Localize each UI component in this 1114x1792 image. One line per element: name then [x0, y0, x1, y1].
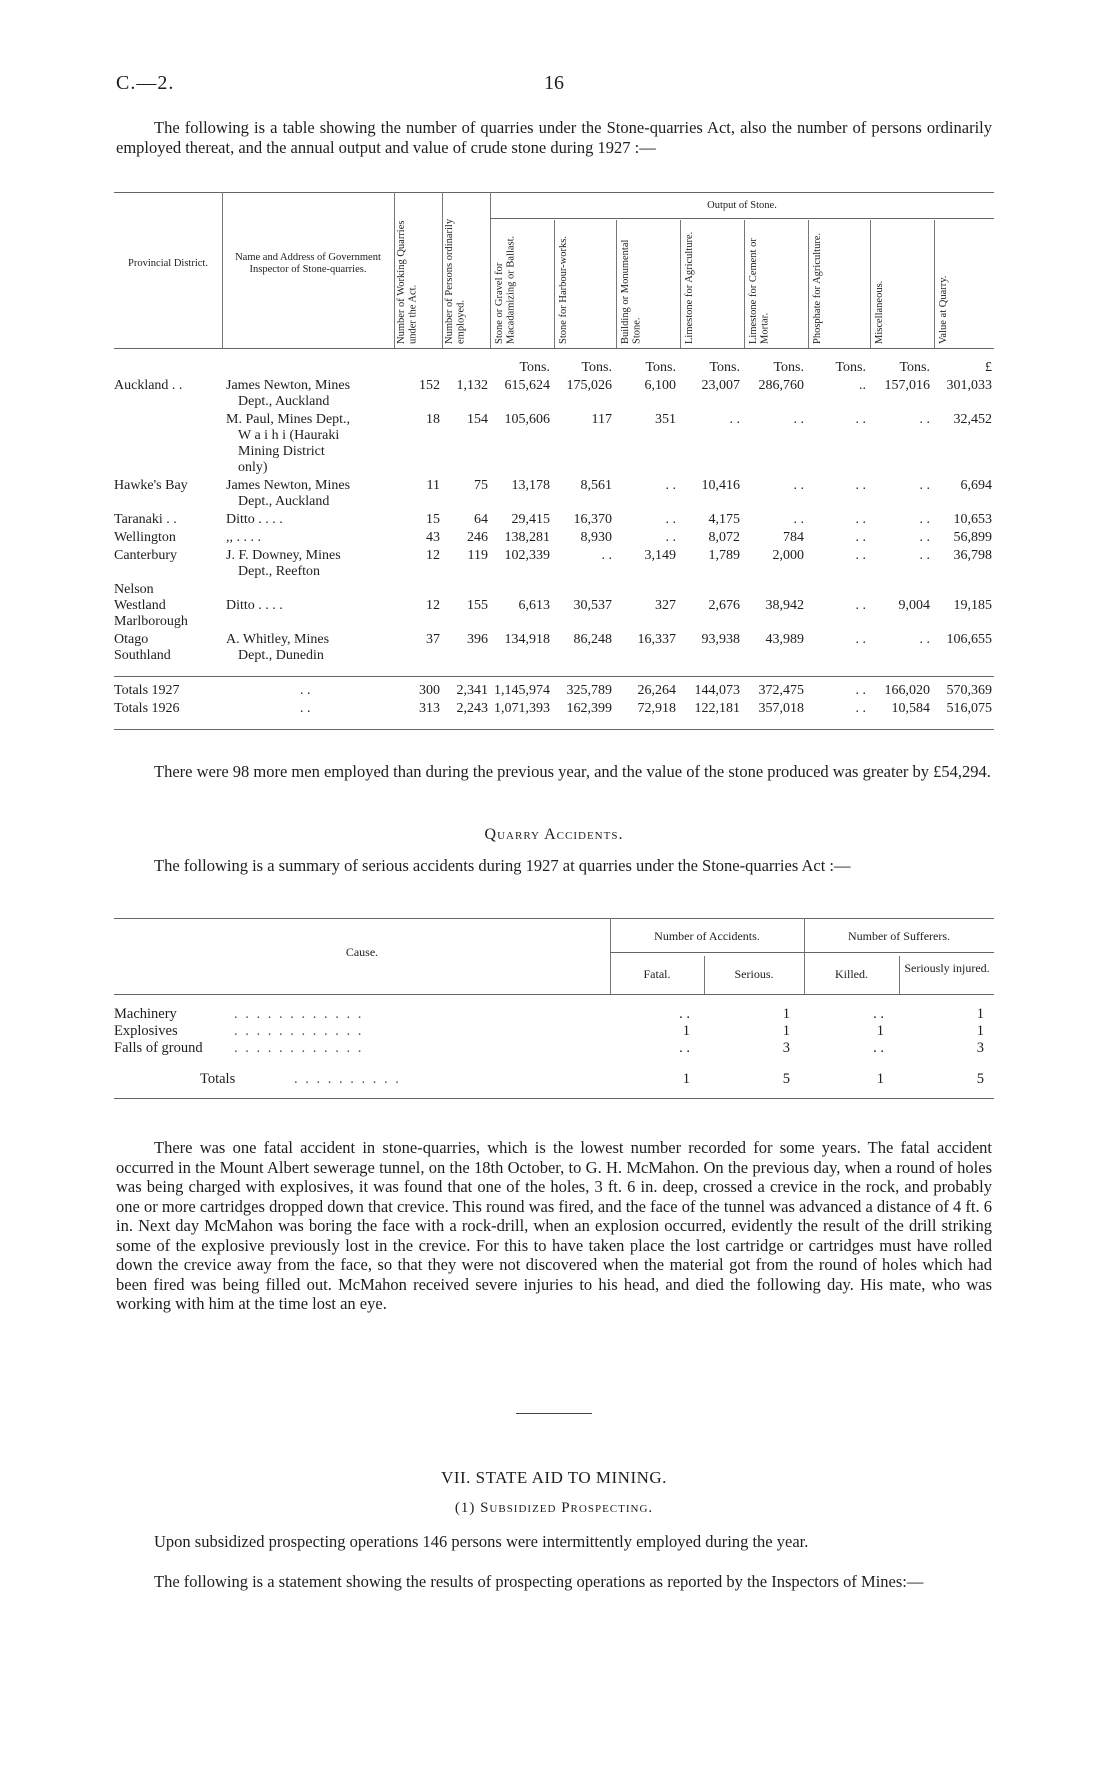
- totals-value-cell: 570,369: [946, 683, 992, 698]
- accident-row: [114, 1040, 994, 1057]
- header-number-of-sufferers: Number of Sufferers.: [847, 929, 951, 943]
- totals-label: Totals 1927: [114, 683, 180, 698]
- value-cell: 102,339: [504, 548, 550, 563]
- value-cell: 615,624: [504, 378, 550, 393]
- value-cell: . .: [665, 512, 676, 527]
- value-cell: 56,899: [953, 530, 992, 545]
- value-cell: 16,337: [637, 632, 676, 647]
- table-bottom-rule: [114, 729, 994, 730]
- inspector-cell: only): [238, 460, 268, 475]
- unit-cell: Tons.: [645, 360, 676, 375]
- totals-value-cell: 1,071,393: [494, 701, 550, 716]
- accident-value-cell: . .: [679, 1006, 690, 1022]
- value-cell: . .: [793, 412, 804, 427]
- accident-value-cell: . .: [873, 1006, 884, 1022]
- inspector-cell: Ditto . . . .: [226, 512, 283, 527]
- totals-value-cell: . .: [855, 701, 866, 716]
- accident-value-cell: . .: [873, 1040, 884, 1056]
- leader-dots: . . . . . . . . . . . .: [234, 1006, 364, 1022]
- value-cell: . .: [665, 530, 676, 545]
- prospecting-paragraph: Upon subsidized prospecting operations 146 persons were intermittently employed during the year.: [154, 1532, 809, 1551]
- value-cell: 154: [467, 412, 488, 427]
- value-cell: . .: [855, 478, 866, 493]
- accident-totals-value: 5: [782, 1071, 790, 1087]
- value-cell: . .: [919, 548, 930, 563]
- value-cell: . .: [919, 412, 930, 427]
- district-cell: Hawke's Bay: [114, 478, 188, 493]
- value-cell: 11: [426, 478, 440, 493]
- header-phosphate: Phosphate for Agriculture.: [812, 232, 823, 344]
- value-cell: 86,248: [573, 632, 612, 647]
- district-cell: Marlborough: [114, 614, 188, 629]
- value-cell: 12: [426, 548, 440, 563]
- value-cell: 246: [467, 530, 488, 545]
- value-cell: . .: [855, 598, 866, 613]
- value-cell: 43,989: [765, 632, 804, 647]
- value-cell: 155: [467, 598, 488, 613]
- quarry-table-body: [114, 348, 994, 730]
- value-cell: . .: [793, 478, 804, 493]
- accident-value-cell: 1: [976, 1006, 984, 1022]
- value-cell: 327: [655, 598, 676, 613]
- totals-value-cell: 2,243: [456, 701, 488, 716]
- inspector-cell: ,, . . . .: [226, 530, 261, 545]
- district-cell: Southland: [114, 648, 171, 663]
- value-cell: 1,132: [456, 378, 488, 393]
- table-row: [114, 548, 994, 582]
- subsection-heading: (1) Subsidized Prospecting.: [454, 1500, 654, 1516]
- accident-value-cell: 1: [682, 1023, 690, 1039]
- header-gravel: Stone or Gravel for Macadamizing or Ballast.: [494, 235, 517, 344]
- inspector-cell: Dept., Dunedin: [238, 648, 324, 663]
- totals-value-cell: 357,018: [758, 701, 804, 716]
- accident-value-cell: 1: [782, 1006, 790, 1022]
- accident-totals-value: 5: [976, 1071, 984, 1087]
- header-cause: Cause.: [345, 945, 379, 959]
- unit-cell: £: [985, 360, 992, 375]
- value-cell: ..: [859, 378, 866, 393]
- leader-dots: . . . . . . . . . . . .: [234, 1023, 364, 1039]
- accident-value-cell: 1: [782, 1023, 790, 1039]
- value-cell: 32,452: [953, 412, 992, 427]
- accidents-table: [114, 918, 994, 1099]
- value-cell: 13,178: [511, 478, 550, 493]
- accidents-table-header: [114, 918, 994, 994]
- totals-value-cell: . .: [855, 683, 866, 698]
- totals-value-cell: 300: [419, 683, 440, 698]
- value-cell: 10,653: [953, 512, 992, 527]
- accidents-table-body: [114, 994, 994, 1099]
- intro-paragraph: The following is a table showing the number of quarries under the Stone-quarries Act, also the number of persons ordinarily employed thereat, and the annual output and value of crude stone during 1927 :—: [116, 118, 992, 157]
- section-heading: VII. STATE AID TO MINING.: [441, 1468, 667, 1487]
- header-fatal: Fatal.: [643, 967, 671, 981]
- page-header: [116, 72, 1006, 102]
- district-cell: Auckland . .: [114, 378, 183, 393]
- header-seriously-injured: Seriously injured.: [904, 961, 990, 975]
- header-harbour: Stone for Harbour-works.: [558, 236, 569, 344]
- value-cell: 351: [655, 412, 676, 427]
- unit-cell: Tons.: [773, 360, 804, 375]
- quarry-table: [114, 192, 994, 730]
- value-cell: 2,676: [708, 598, 740, 613]
- value-cell: 6,613: [518, 598, 550, 613]
- header-working-quarries: Number of Working Quarries under the Act.: [396, 220, 419, 344]
- value-cell: 8,072: [708, 530, 740, 545]
- accident-value-cell: . .: [679, 1040, 690, 1056]
- value-cell: 138,281: [504, 530, 550, 545]
- value-cell: 6,694: [960, 478, 992, 493]
- inspector-cell: A. Whitley, Mines: [226, 632, 330, 647]
- unit-cell: Tons.: [709, 360, 740, 375]
- value-cell: 75: [474, 478, 488, 493]
- value-cell: 93,938: [701, 632, 740, 647]
- district-cell: Wellington: [114, 530, 176, 545]
- inspector-cell: Dept., Auckland: [238, 394, 330, 409]
- value-cell: 37: [426, 632, 440, 647]
- header-building: Building or Monumental Stone.: [620, 239, 643, 344]
- header-limestone-agriculture: Limestone for Agriculture.: [684, 231, 695, 344]
- value-cell: 134,918: [504, 632, 550, 647]
- value-cell: 23,007: [701, 378, 740, 393]
- table-row: [114, 530, 994, 548]
- table-row: [114, 512, 994, 530]
- accidents-heading: Quarry Accidents.: [484, 826, 624, 843]
- accidents-intro: The following is a summary of serious accidents during 1927 at quarries under the Stone-quarries Act :—: [154, 856, 851, 875]
- value-cell: . .: [601, 548, 612, 563]
- value-cell: . .: [919, 632, 930, 647]
- value-cell: 36,798: [953, 548, 992, 563]
- page-reference: C.—2.: [116, 72, 175, 94]
- header-killed: Killed.: [835, 967, 868, 981]
- district-cell: Canterbury: [114, 548, 177, 563]
- inspector-cell: Dept., Auckland: [238, 494, 330, 509]
- statement-paragraph: The following is a statement showing the results of prospecting operations as reported by the Inspectors of Mines:—: [154, 1572, 924, 1591]
- header-limestone-cement: Limestone for Cement or Mortar.: [748, 238, 771, 344]
- value-cell: 119: [467, 548, 488, 563]
- value-cell: 15: [426, 512, 440, 527]
- accident-row: [114, 1006, 994, 1023]
- value-cell: . .: [665, 478, 676, 493]
- value-cell: 29,415: [511, 512, 550, 527]
- totals-value-cell: 122,181: [694, 701, 740, 716]
- totals-value-cell: 313: [419, 701, 440, 716]
- leader-dots: . . . . . . . . . . . .: [234, 1040, 364, 1056]
- value-cell: 286,760: [758, 378, 804, 393]
- value-cell: 157,016: [884, 378, 930, 393]
- totals-value-cell: 144,073: [694, 683, 740, 698]
- value-cell: 8,561: [580, 478, 612, 493]
- inspector-cell: J. F. Downey, Mines: [226, 548, 341, 563]
- totals-value-cell: 372,475: [758, 683, 804, 698]
- totals-value-cell: 2,341: [456, 683, 488, 698]
- totals-value-cell: 72,918: [637, 701, 676, 716]
- table-row: [114, 478, 994, 512]
- value-cell: 301,033: [946, 378, 992, 393]
- totals-row: [114, 683, 994, 701]
- totals-rule: [114, 676, 994, 677]
- district-cell: Taranaki . .: [114, 512, 177, 527]
- accident-totals-row: [114, 1071, 994, 1088]
- table-row: [114, 412, 994, 478]
- section-divider: [516, 1413, 592, 1414]
- value-cell: 43: [426, 530, 440, 545]
- leader-dots: . . . . . . . . . .: [294, 1071, 401, 1087]
- table-row: [114, 378, 994, 412]
- unit-cell: Tons.: [835, 360, 866, 375]
- value-cell: . .: [855, 530, 866, 545]
- page-number: 16: [544, 72, 564, 94]
- value-cell: . .: [919, 530, 930, 545]
- unit-cell: Tons.: [899, 360, 930, 375]
- cause-cell: Falls of ground: [114, 1040, 203, 1056]
- value-cell: 30,537: [573, 598, 612, 613]
- value-cell: 19,185: [953, 598, 992, 613]
- district-cell: Otago: [114, 632, 149, 647]
- value-cell: 16,370: [573, 512, 612, 527]
- value-cell: 105,606: [504, 412, 550, 427]
- value-cell: 18: [426, 412, 440, 427]
- totals-value-cell: 1,145,974: [494, 683, 550, 698]
- totals-inspector-cell: . .: [300, 683, 311, 698]
- value-cell: 106,655: [946, 632, 992, 647]
- accident-totals-label: Totals: [200, 1071, 236, 1087]
- inspector-cell: Dept., Reefton: [238, 564, 321, 579]
- value-cell: 9,004: [898, 598, 930, 613]
- inspector-cell: James Newton, Mines: [226, 378, 351, 393]
- totals-value-cell: 26,264: [637, 683, 676, 698]
- value-cell: 38,942: [765, 598, 804, 613]
- totals-value-cell: 516,075: [946, 701, 992, 716]
- value-cell: 6,100: [644, 378, 676, 393]
- value-cell: 4,175: [708, 512, 740, 527]
- units-row: [114, 360, 994, 378]
- value-cell: 64: [474, 512, 488, 527]
- header-value: Value at Quarry.: [938, 275, 949, 344]
- header-miscellaneous: Miscellaneous.: [874, 280, 885, 344]
- fatal-accident-paragraph: There was one fatal accident in stone-quarries, which is the lowest number recorded for some years. The fatal accident occurred in the Mount Albert sewerage tunnel, on the 18th October, to G. H. McMahon. On the previous day, when a round of holes was being charged with explosives, it was found that one of the holes, 3 ft. 6 in. deep, crossed a crevice in the rock, and probably one or more cartridges dropped down that crevice. This round was fired, and the face of the tunnel was advanced a distance of 4 ft. 6 in. Next day McMahon was boring the face with a rock-drill, when an explosion occurred, evidently the result of the drill striking some of the explosive previously lost in the crevice. For this to have taken place the lost cartridge or cartridges must have rolled down the crevice away from the face, so that they were not discovered when the material got from the round of holes which had been fired was being filled out. McMahon received severe injuries to his head, and died the following day. His mate, who was working with him at the time lost an eye.: [116, 1138, 992, 1313]
- totals-label: Totals 1926: [114, 701, 180, 716]
- value-cell: 12: [426, 598, 440, 613]
- quarry-table-header: [114, 192, 994, 348]
- accident-value-cell: 3: [782, 1040, 790, 1056]
- value-cell: 2,000: [772, 548, 804, 563]
- cause-cell: Explosives: [114, 1023, 178, 1039]
- unit-cell: Tons.: [519, 360, 550, 375]
- value-cell: 784: [783, 530, 804, 545]
- value-cell: 8,930: [580, 530, 612, 545]
- value-cell: . .: [855, 548, 866, 563]
- value-cell: . .: [919, 512, 930, 527]
- inspector-cell: W a i h i (Hauraki: [238, 428, 340, 443]
- value-cell: 10,416: [701, 478, 740, 493]
- value-cell: . .: [855, 512, 866, 527]
- table-row: [114, 632, 994, 672]
- value-cell: . .: [855, 412, 866, 427]
- accident-value-cell: 3: [976, 1040, 984, 1056]
- header-provincial-district: Provincial District.: [128, 258, 208, 269]
- value-cell: 1,789: [708, 548, 740, 563]
- header-output-of-stone: Output of Stone.: [707, 200, 777, 211]
- district-cell: Westland: [114, 598, 166, 613]
- unit-cell: Tons.: [581, 360, 612, 375]
- inspector-cell: M. Paul, Mines Dept.,: [226, 412, 351, 427]
- totals-value-cell: 166,020: [884, 683, 930, 698]
- cause-cell: Machinery: [114, 1006, 177, 1022]
- value-cell: 175,026: [566, 378, 612, 393]
- header-serious: Serious.: [734, 967, 774, 981]
- header-number-of-accidents: Number of Accidents.: [654, 929, 760, 943]
- accident-value-cell: 1: [876, 1023, 884, 1039]
- table-row: [114, 582, 994, 632]
- header-inspector: Name and Address of Government Inspector of Stone-quarries.: [235, 252, 381, 275]
- value-cell: . .: [919, 478, 930, 493]
- accident-totals-value: 1: [682, 1071, 690, 1087]
- value-cell: . .: [793, 512, 804, 527]
- inspector-cell: Ditto . . . .: [226, 598, 283, 613]
- accidents-bottom-rule: [114, 1098, 994, 1099]
- totals-value-cell: 162,399: [566, 701, 612, 716]
- totals-row: [114, 701, 994, 719]
- value-cell: 152: [419, 378, 440, 393]
- totals-value-cell: 10,584: [891, 701, 930, 716]
- after-table-paragraph: There were 98 more men employed than during the previous year, and the value of the stone produced was greater by £54,294.: [154, 762, 991, 781]
- totals-value-cell: 325,789: [566, 683, 612, 698]
- value-cell: . .: [729, 412, 740, 427]
- accident-totals-value: 1: [876, 1071, 884, 1087]
- value-cell: . .: [855, 632, 866, 647]
- accident-row: [114, 1023, 994, 1040]
- header-persons-employed: Number of Persons ordinarily employed.: [444, 218, 467, 344]
- value-cell: 396: [467, 632, 488, 647]
- accident-value-cell: 1: [976, 1023, 984, 1039]
- value-cell: 3,149: [644, 548, 676, 563]
- totals-inspector-cell: . .: [300, 701, 311, 716]
- value-cell: 117: [591, 412, 612, 427]
- inspector-cell: Mining District: [238, 444, 325, 459]
- district-cell: Nelson: [114, 582, 154, 597]
- inspector-cell: James Newton, Mines: [226, 478, 351, 493]
